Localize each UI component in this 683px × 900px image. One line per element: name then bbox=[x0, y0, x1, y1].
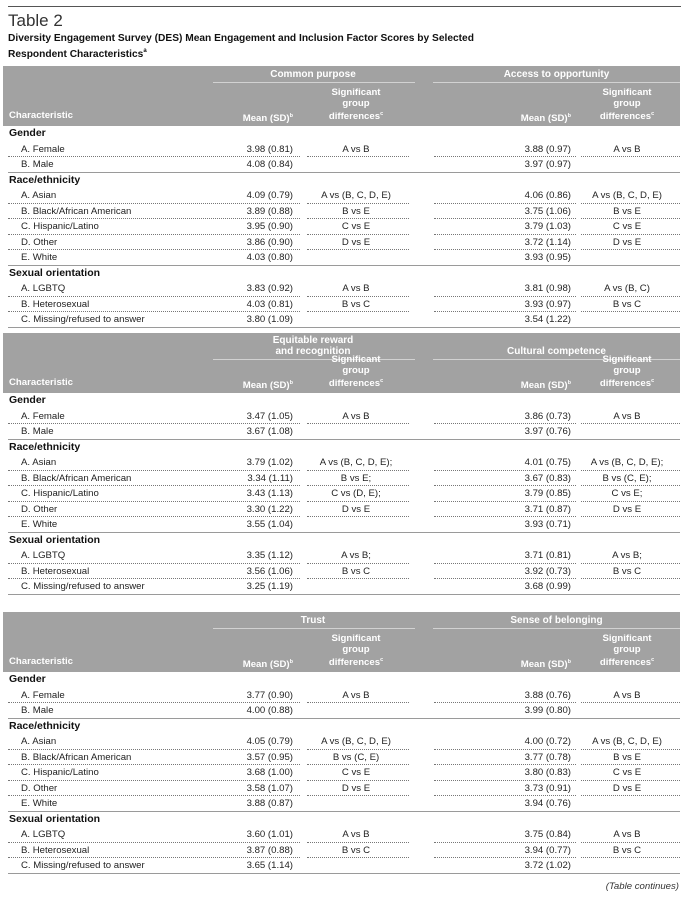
table-header bbox=[3, 333, 680, 393]
table-row bbox=[3, 219, 680, 235]
significance-footnote-mark: c bbox=[651, 378, 655, 384]
row-label: A. Asian bbox=[21, 457, 57, 468]
significance-value: D vs E bbox=[612, 236, 642, 248]
significance-footnote-mark: c bbox=[380, 378, 384, 384]
significance-value: D vs E bbox=[341, 782, 371, 794]
table-row bbox=[3, 579, 680, 595]
significance-value: A vs B bbox=[613, 410, 641, 422]
row-label: C. Hispanic/Latino bbox=[21, 221, 99, 232]
table-row bbox=[3, 548, 680, 564]
significance-value: B vs E; bbox=[340, 472, 372, 484]
section-heading: Race/ethnicity bbox=[9, 719, 81, 732]
mean-sd-value: 3.65 (1.14) bbox=[246, 860, 293, 871]
significance-line: group bbox=[613, 643, 641, 655]
mean-sd-value: 3.93 (0.71) bbox=[524, 519, 571, 530]
factor-title: Common purpose bbox=[270, 69, 356, 80]
table-row bbox=[3, 312, 680, 328]
mean-sd-header bbox=[217, 657, 293, 671]
mean-sd-value: 3.97 (0.97) bbox=[524, 159, 571, 170]
table-row bbox=[3, 297, 680, 313]
significance-value: A vs B bbox=[613, 689, 641, 701]
significance-value: C vs E bbox=[341, 767, 371, 778]
mean-sd-text: Mean (SD) bbox=[520, 380, 568, 391]
table-row bbox=[3, 502, 680, 518]
mean-sd-value: 3.77 (0.90) bbox=[246, 689, 293, 701]
mean-sd-value: 4.01 (0.75) bbox=[524, 457, 571, 468]
table-row bbox=[3, 157, 680, 173]
significance-header bbox=[301, 88, 411, 123]
mean-sd-value: 3.68 (0.99) bbox=[524, 581, 571, 592]
section-divider bbox=[8, 327, 680, 328]
section-divider bbox=[8, 594, 680, 595]
mean-sd-value: 3.72 (1.14) bbox=[524, 236, 571, 248]
mean-sd-header bbox=[495, 378, 571, 392]
mean-sd-text: Mean (SD) bbox=[242, 113, 290, 124]
row-label: E. White bbox=[21, 252, 58, 263]
mean-sd-footnote-mark: b bbox=[289, 113, 293, 119]
significance-line: Significant bbox=[602, 354, 652, 365]
significance-line bbox=[574, 655, 680, 669]
row-label: D. Other bbox=[21, 503, 58, 515]
significance-header bbox=[574, 634, 680, 669]
row-label: B. Heterosexual bbox=[21, 844, 90, 856]
mean-sd-header bbox=[217, 378, 293, 392]
factor-title: Access to opportunity bbox=[503, 69, 610, 80]
mean-sd-value: 4.09 (0.79) bbox=[246, 190, 293, 201]
row-label: B. Male bbox=[21, 705, 54, 716]
row-label: E. White bbox=[21, 519, 58, 530]
significance-line: Significant bbox=[331, 354, 381, 365]
mean-sd-footnote-mark: b bbox=[567, 659, 571, 665]
significance-value: A vs (B, C, D, E); bbox=[319, 457, 393, 468]
mean-sd-value: 3.83 (0.92) bbox=[246, 283, 293, 294]
table-row bbox=[3, 424, 680, 440]
table-row bbox=[3, 734, 680, 750]
significance-value: A vs B; bbox=[341, 550, 371, 561]
table-label: Table 2 bbox=[8, 11, 63, 30]
mean-sd-value: 3.55 (1.04) bbox=[246, 519, 293, 530]
mean-sd-value: 3.75 (0.84) bbox=[524, 829, 571, 840]
row-label: B. Heterosexual bbox=[21, 298, 90, 310]
mean-sd-value: 3.87 (0.88) bbox=[246, 844, 293, 856]
row-label: B. Heterosexual bbox=[21, 565, 90, 577]
row-label: A. Asian bbox=[21, 736, 57, 747]
significance-header bbox=[301, 634, 411, 669]
significance-value: B vs E bbox=[613, 205, 641, 217]
significance-line: Significant bbox=[602, 87, 652, 98]
significance-value: D vs E bbox=[341, 236, 371, 248]
table-row bbox=[3, 564, 680, 580]
table-row bbox=[3, 486, 680, 502]
row-label: A. Female bbox=[21, 143, 65, 155]
row-label: E. White bbox=[21, 798, 58, 809]
significance-line: Significant bbox=[602, 633, 652, 644]
table-row bbox=[3, 471, 680, 487]
significance-value: A vs (B, C) bbox=[604, 283, 650, 294]
significance-footnote-mark: c bbox=[380, 657, 384, 663]
mean-sd-value: 3.57 (0.95) bbox=[246, 751, 293, 763]
row-label: B. Male bbox=[21, 159, 54, 170]
mean-sd-value: 3.97 (0.76) bbox=[524, 426, 571, 437]
mean-sd-value: 3.77 (0.78) bbox=[524, 751, 571, 763]
significance-value: A vs (B, C, D, E); bbox=[590, 457, 664, 468]
significance-text: differences bbox=[599, 378, 652, 389]
mean-sd-value: 3.92 (0.73) bbox=[524, 565, 571, 577]
significance-value: C vs (D, E); bbox=[331, 488, 381, 499]
mean-sd-value: 3.95 (0.90) bbox=[246, 221, 293, 232]
table-row bbox=[3, 250, 680, 266]
table-row bbox=[3, 409, 680, 425]
row-label: D. Other bbox=[21, 236, 58, 248]
table-row bbox=[3, 781, 680, 797]
mean-sd-value: 3.34 (1.11) bbox=[247, 472, 293, 484]
significance-line bbox=[574, 376, 680, 390]
significance-value: D vs E bbox=[612, 503, 642, 515]
mean-sd-header bbox=[495, 111, 571, 125]
mean-sd-value: 3.54 (1.22) bbox=[524, 314, 571, 325]
table-row bbox=[3, 843, 680, 859]
significance-value: A vs (B, C, D, E) bbox=[321, 736, 391, 747]
significance-line bbox=[301, 109, 411, 123]
significance-text: differences bbox=[328, 657, 381, 668]
significance-value: B vs (C, E); bbox=[602, 472, 652, 484]
table-continues-note: (Table continues) bbox=[605, 881, 679, 892]
significance-value: D vs E bbox=[341, 503, 371, 515]
mean-sd-value: 3.43 (1.13) bbox=[246, 488, 293, 499]
significance-value: A vs (B, C, D, E) bbox=[592, 736, 662, 747]
row-label: C. Hispanic/Latino bbox=[21, 767, 99, 778]
mean-sd-value: 3.58 (1.07) bbox=[246, 782, 293, 794]
row-label: B. Black/African American bbox=[21, 205, 132, 217]
significance-value: C vs E bbox=[612, 767, 642, 778]
row-label: C. Missing/refused to answer bbox=[21, 581, 145, 592]
section-heading: Race/ethnicity bbox=[9, 173, 81, 186]
mean-sd-value: 3.80 (0.83) bbox=[524, 767, 571, 778]
table-row bbox=[3, 796, 680, 812]
table-block-2 bbox=[3, 333, 680, 595]
mean-sd-value: 4.03 (0.81) bbox=[246, 298, 293, 310]
table-header bbox=[3, 612, 680, 672]
mean-sd-value: 3.79 (1.02) bbox=[246, 457, 293, 468]
mean-sd-value: 3.93 (0.95) bbox=[524, 252, 571, 263]
characteristic-header: Characteristic bbox=[9, 110, 73, 121]
section-heading: Sexual orientation bbox=[9, 266, 101, 279]
characteristic-header: Characteristic bbox=[9, 377, 73, 388]
mean-sd-text: Mean (SD) bbox=[520, 113, 568, 124]
table-row bbox=[3, 858, 680, 874]
significance-value: B vs C bbox=[341, 844, 371, 856]
mean-sd-value: 3.67 (1.08) bbox=[246, 426, 293, 437]
table-caption bbox=[8, 33, 528, 61]
significance-value: B vs E bbox=[342, 205, 370, 217]
mean-sd-value: 3.79 (0.85) bbox=[524, 488, 571, 499]
mean-sd-value: 3.94 (0.77) bbox=[524, 844, 571, 856]
significance-line: group bbox=[342, 364, 370, 376]
significance-text: differences bbox=[328, 111, 381, 122]
table-row bbox=[3, 827, 680, 843]
section-heading: Gender bbox=[9, 394, 46, 406]
characteristic-header: Characteristic bbox=[9, 656, 73, 667]
significance-text: differences bbox=[599, 111, 652, 122]
significance-value: A vs B bbox=[613, 143, 641, 155]
significance-line: Significant bbox=[331, 633, 381, 644]
table-row bbox=[3, 188, 680, 204]
mean-sd-value: 3.99 (0.80) bbox=[524, 705, 571, 716]
row-label: A. Female bbox=[21, 410, 65, 422]
caption-footnote-mark: a bbox=[143, 48, 147, 54]
mean-sd-value: 3.35 (1.12) bbox=[246, 550, 293, 561]
factor-title: Equitable reward and recognition bbox=[272, 335, 354, 357]
significance-value: B vs E bbox=[613, 751, 641, 763]
mean-sd-value: 3.80 (1.09) bbox=[246, 314, 293, 325]
significance-value: C vs E; bbox=[611, 488, 643, 499]
mean-sd-value: 3.73 (0.91) bbox=[524, 782, 571, 794]
table-header bbox=[3, 66, 680, 126]
mean-sd-value: 4.08 (0.84) bbox=[246, 159, 293, 170]
mean-sd-value: 3.88 (0.76) bbox=[524, 689, 571, 701]
mean-sd-value: 3.30 (1.22) bbox=[246, 503, 293, 515]
mean-sd-value: 3.86 (0.90) bbox=[246, 236, 293, 248]
significance-value: B vs C bbox=[612, 565, 642, 577]
mean-sd-value: 3.94 (0.76) bbox=[524, 798, 571, 809]
row-label: B. Black/African American bbox=[21, 472, 132, 484]
section-heading: Sexual orientation bbox=[9, 812, 101, 825]
significance-value: B vs C bbox=[612, 844, 642, 856]
mean-sd-value: 3.72 (1.02) bbox=[524, 860, 571, 871]
significance-line: group bbox=[613, 97, 641, 109]
significance-text: differences bbox=[328, 378, 381, 389]
table-row bbox=[3, 142, 680, 158]
significance-text: differences bbox=[599, 657, 652, 668]
significance-line: Significant bbox=[331, 87, 381, 98]
significance-value: D vs E bbox=[612, 782, 642, 794]
mean-sd-value: 3.88 (0.87) bbox=[246, 798, 293, 809]
significance-value: B vs C bbox=[612, 298, 642, 310]
mean-sd-value: 3.98 (0.81) bbox=[246, 143, 293, 155]
mean-sd-value: 3.89 (0.88) bbox=[246, 205, 293, 217]
significance-value: B vs C bbox=[341, 298, 371, 310]
table-row bbox=[3, 204, 680, 220]
section-heading: Race/ethnicity bbox=[9, 440, 81, 453]
significance-value: A vs B bbox=[342, 410, 370, 422]
significance-value: A vs B bbox=[613, 829, 641, 840]
mean-sd-footnote-mark: b bbox=[289, 380, 293, 386]
row-label: C. Missing/refused to answer bbox=[21, 860, 145, 871]
mean-sd-value: 4.06 (0.86) bbox=[524, 190, 571, 201]
table-row bbox=[3, 765, 680, 781]
row-label: A. LGBTQ bbox=[21, 829, 66, 840]
table-row bbox=[3, 281, 680, 297]
mean-sd-footnote-mark: b bbox=[567, 113, 571, 119]
row-label: C. Missing/refused to answer bbox=[21, 314, 145, 325]
mean-sd-footnote-mark: b bbox=[567, 380, 571, 386]
mean-sd-value: 3.71 (0.87) bbox=[524, 503, 571, 515]
mean-sd-text: Mean (SD) bbox=[242, 380, 290, 391]
significance-footnote-mark: c bbox=[651, 657, 655, 663]
mean-sd-value: 3.60 (1.01) bbox=[246, 829, 293, 840]
mean-sd-value: 3.75 (1.06) bbox=[524, 205, 571, 217]
significance-line bbox=[574, 109, 680, 123]
significance-value: A vs B bbox=[342, 283, 370, 294]
significance-footnote-mark: c bbox=[380, 111, 384, 117]
table-row bbox=[3, 688, 680, 704]
row-label: A. LGBTQ bbox=[21, 283, 66, 294]
factor-title: Trust bbox=[300, 615, 326, 626]
significance-line bbox=[301, 655, 411, 669]
top-rule bbox=[8, 6, 681, 7]
table-block-1 bbox=[3, 66, 680, 328]
significance-line: group bbox=[342, 97, 370, 109]
mean-sd-footnote-mark: b bbox=[289, 659, 293, 665]
mean-sd-value: 3.93 (0.97) bbox=[524, 298, 571, 310]
significance-header bbox=[574, 355, 680, 390]
row-label: B. Black/African American bbox=[21, 751, 132, 763]
mean-sd-value: 3.81 (0.98) bbox=[524, 283, 571, 294]
significance-value: B vs C bbox=[341, 565, 371, 577]
row-label: A. Asian bbox=[21, 190, 57, 201]
significance-value: B vs (C, E) bbox=[332, 751, 380, 763]
mean-sd-value: 3.71 (0.81) bbox=[524, 550, 571, 561]
mean-sd-value: 4.00 (0.72) bbox=[524, 736, 571, 747]
table-row bbox=[3, 517, 680, 533]
mean-sd-value: 3.47 (1.05) bbox=[246, 410, 293, 422]
mean-sd-header bbox=[217, 111, 293, 125]
row-label: C. Hispanic/Latino bbox=[21, 488, 99, 499]
table-block-3 bbox=[3, 612, 680, 874]
significance-value: A vs B bbox=[342, 143, 370, 155]
mean-sd-text: Mean (SD) bbox=[520, 659, 568, 670]
mean-sd-value: 3.88 (0.97) bbox=[524, 143, 571, 155]
caption-text: Diversity Engagement Survey (DES) Mean Engagement and Inclusion Factor Scores by Selected Respondent Characteristics bbox=[8, 33, 474, 60]
group-underline bbox=[213, 82, 415, 83]
group-underline bbox=[433, 628, 680, 629]
group-underline bbox=[213, 628, 415, 629]
group-underline bbox=[433, 82, 680, 83]
significance-line bbox=[301, 376, 411, 390]
significance-line: group bbox=[342, 643, 370, 655]
significance-footnote-mark: c bbox=[651, 111, 655, 117]
significance-value: A vs B bbox=[342, 829, 370, 840]
mean-sd-header bbox=[495, 657, 571, 671]
factor-title: Cultural competence bbox=[507, 346, 606, 357]
significance-value: A vs (B, C, D, E) bbox=[321, 190, 391, 201]
mean-sd-value: 3.68 (1.00) bbox=[246, 767, 293, 778]
table-row bbox=[3, 750, 680, 766]
row-label: B. Male bbox=[21, 426, 54, 437]
mean-sd-value: 4.05 (0.79) bbox=[246, 736, 293, 747]
significance-header bbox=[574, 88, 680, 123]
table-row bbox=[3, 703, 680, 719]
significance-value: C vs E bbox=[341, 221, 371, 232]
mean-sd-value: 4.00 (0.88) bbox=[246, 705, 293, 716]
significance-value: A vs (B, C, D, E) bbox=[592, 190, 662, 201]
section-heading: Gender bbox=[9, 127, 46, 139]
significance-line: group bbox=[613, 364, 641, 376]
significance-value: A vs B bbox=[342, 689, 370, 701]
row-label: A. LGBTQ bbox=[21, 550, 66, 561]
mean-sd-value: 3.86 (0.73) bbox=[524, 410, 571, 422]
row-label: A. Female bbox=[21, 689, 65, 701]
section-heading: Sexual orientation bbox=[9, 533, 101, 546]
mean-sd-value: 3.67 (0.83) bbox=[524, 472, 571, 484]
section-divider bbox=[8, 873, 680, 874]
mean-sd-value: 3.56 (1.06) bbox=[246, 565, 293, 577]
mean-sd-text: Mean (SD) bbox=[242, 659, 290, 670]
table-row bbox=[3, 235, 680, 251]
factor-title: Sense of belonging bbox=[510, 615, 603, 626]
mean-sd-value: 3.79 (1.03) bbox=[524, 221, 571, 232]
row-label: D. Other bbox=[21, 782, 58, 794]
mean-sd-value: 3.25 (1.19) bbox=[246, 581, 293, 592]
significance-header bbox=[301, 355, 411, 390]
mean-sd-value: 4.03 (0.80) bbox=[246, 252, 293, 263]
significance-value: A vs B; bbox=[612, 550, 642, 561]
significance-value: C vs E bbox=[612, 221, 642, 232]
table-row bbox=[3, 455, 680, 471]
section-heading: Gender bbox=[9, 673, 46, 685]
